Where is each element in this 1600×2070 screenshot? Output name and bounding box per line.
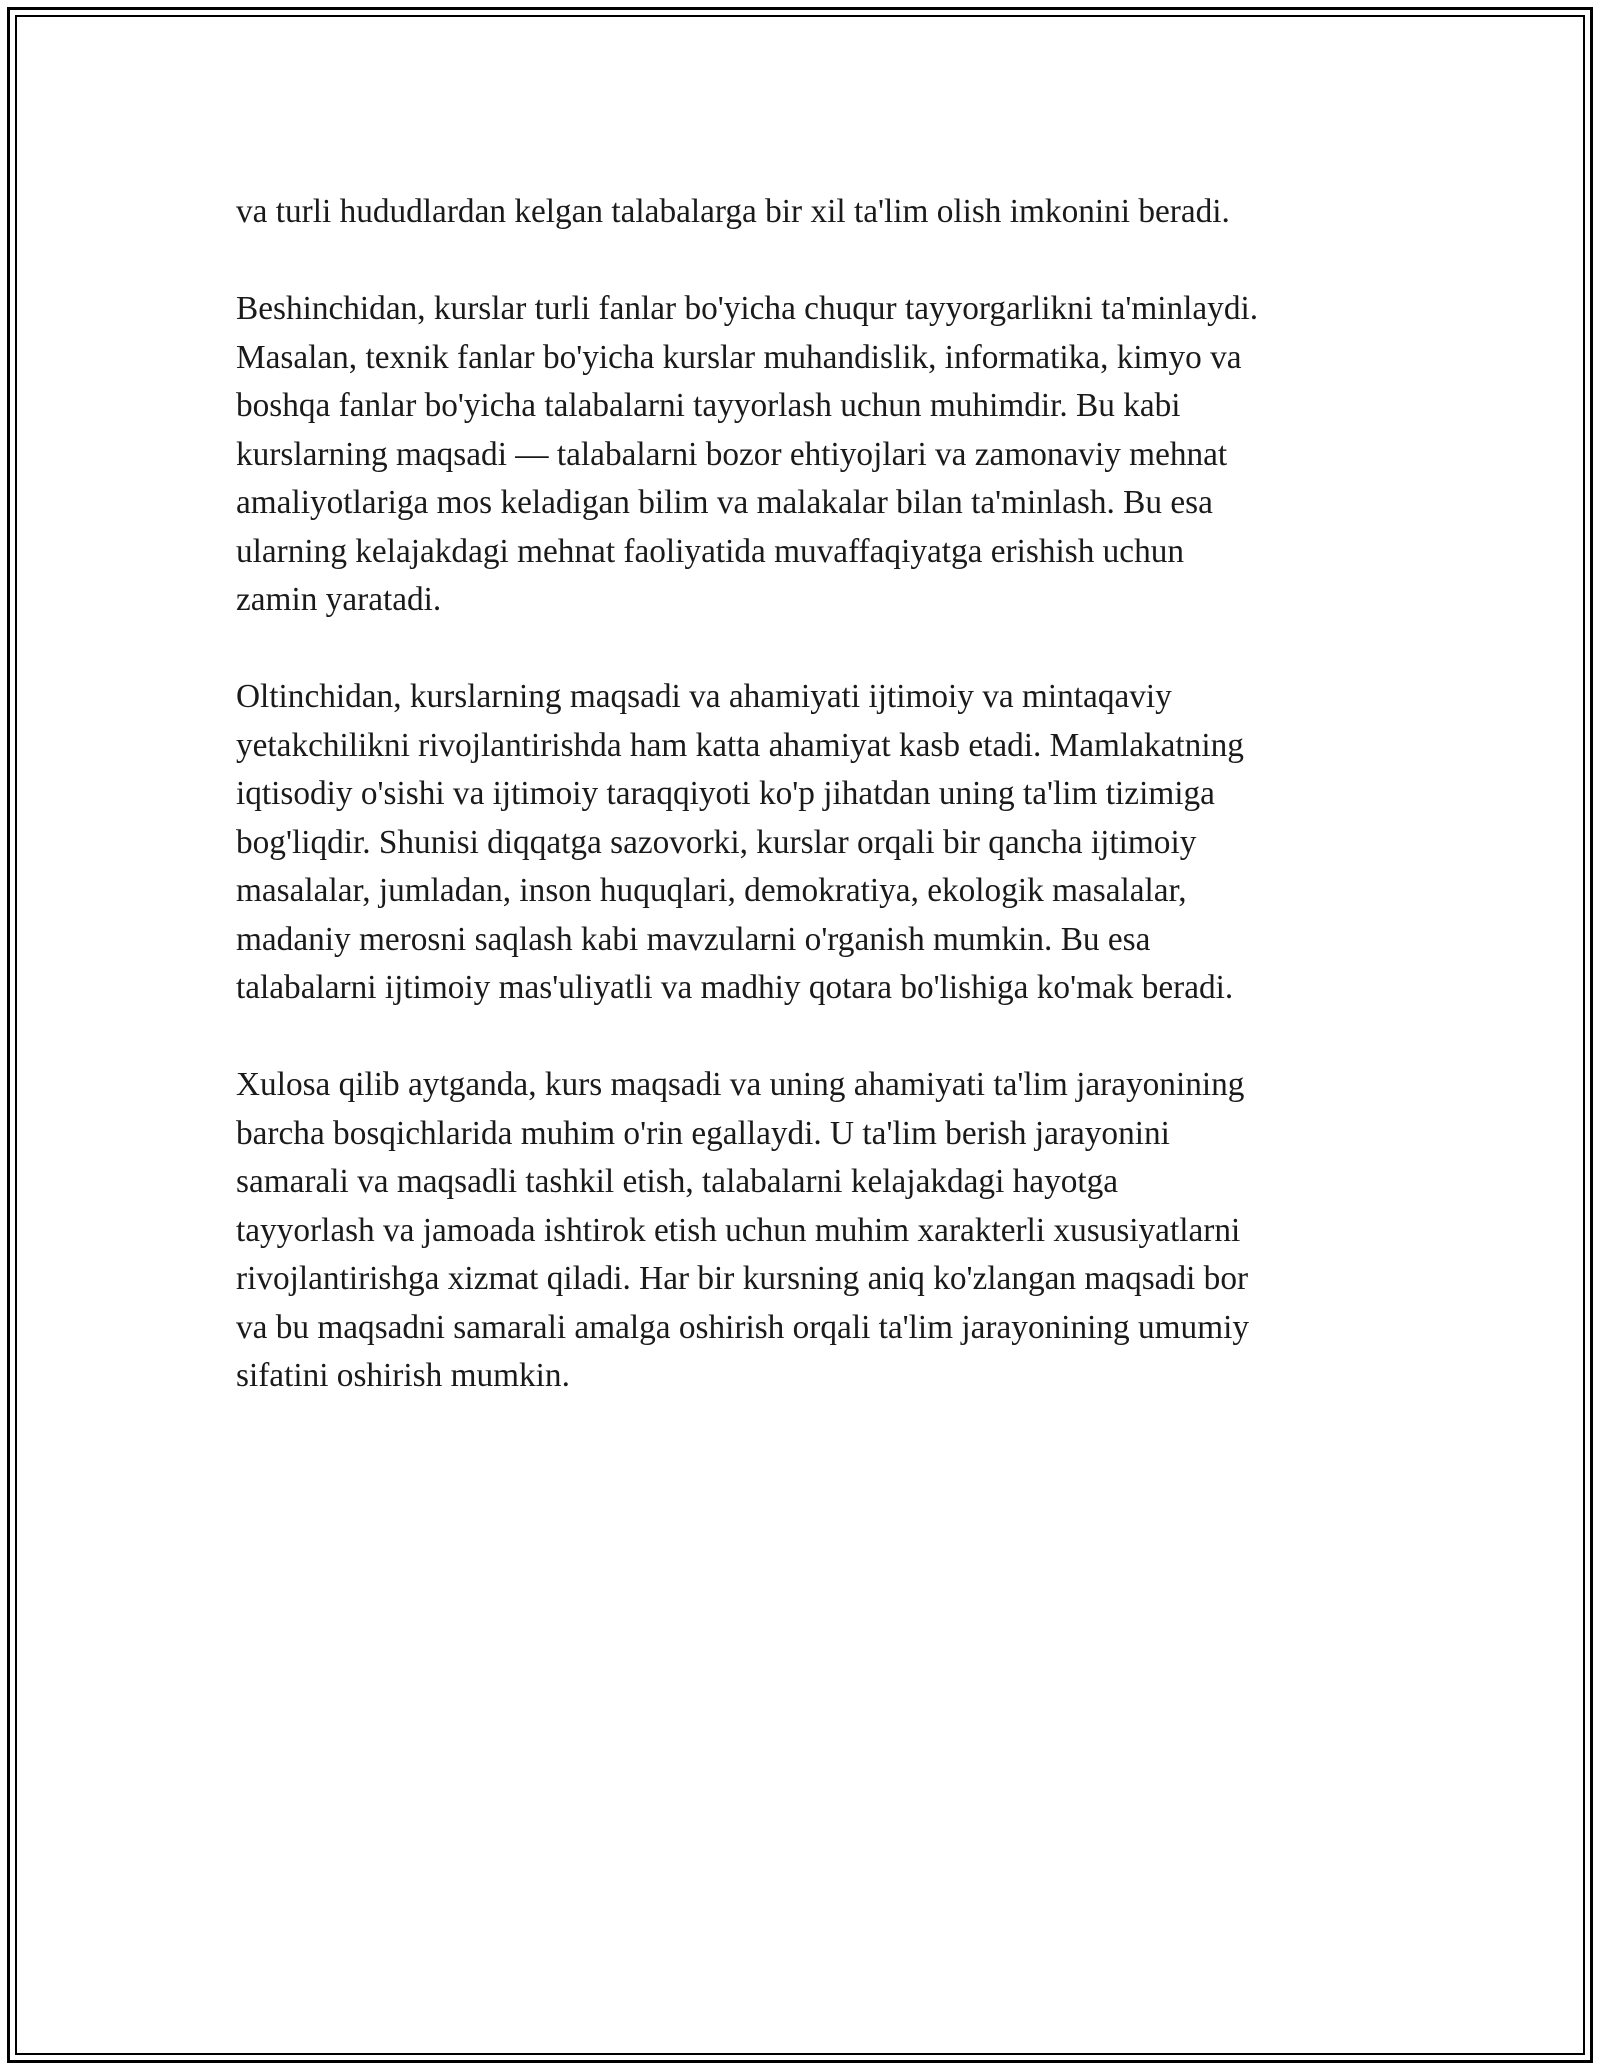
text-line: sifatini oshirish mumkin. — [236, 1357, 570, 1394]
text-line: talabalarni ijtimoiy mas'uliyatli va madhiy qotara bo'lishiga ko'mak beradi. — [236, 969, 1234, 1006]
text-line: yetakchilikni rivojlantirishda ham katta ahamiyat kasb etadi. Mamlakatning — [236, 726, 1244, 764]
text-line: ularning kelajakdagi mehnat faoliyatida muvaffaqiyatga erishish uchun — [236, 532, 1185, 570]
text-line: va turli hududlardan kelgan talabalarga bir xil ta'lim olish imkonini beradi. — [236, 193, 1230, 230]
text-line: samarali va maqsadli tashkil etish, talabalarni kelajakdagi hayotga — [236, 1163, 1119, 1200]
text-line: Xulosa qilib aytganda, kurs maqsadi va uning ahamiyati ta'lim jarayonining — [236, 1066, 1245, 1103]
paragraph-oltinchidan — [236, 673, 1366, 1013]
text-line: amaliyotlariga mos keladigan bilim va malakalar bilan ta'minlash. Bu esa — [236, 484, 1213, 521]
text-line: kurslarning maqsadi — talabalarni bozor ehtiyojlari va zamonaviy mehnat — [236, 435, 1228, 473]
text-line: madaniy merosni saqlash kabi mavzularni o'rganish mumkin. Bu esa — [236, 920, 1151, 958]
text-line: masalalar, jumladan, inson huquqlari, demokratiya, ekologik masalalar, — [236, 872, 1187, 909]
text-line: iqtisodiy o'sishi va ijtimoiy taraqqiyoti ko'p jihatdan uning ta'lim tizimiga — [236, 775, 1215, 812]
text-line: Beshinchidan, kurslar turli fanlar bo'yicha chuqur tayyorgarlikni ta'minlaydi. — [236, 290, 1259, 327]
document-body — [236, 188, 1366, 1449]
text-line: barcha bosqichlarida muhim o'rin egallaydi. U ta'lim berish jarayonini — [236, 1114, 1170, 1152]
paragraph-continuation — [236, 188, 1366, 237]
text-line: rivojlantirishga xizmat qiladi. Har bir kursning aniq ko'zlangan maqsadi bor — [236, 1260, 1249, 1297]
text-line: boshqa fanlar bo'yicha talabalarni tayyorlash uchun muhimdir. Bu kabi — [236, 387, 1181, 424]
text-line: zamin yaratadi. — [236, 581, 442, 618]
paragraph-xulosa — [236, 1061, 1366, 1401]
text-line: Masalan, texnik fanlar bo'yicha kurslar muhandislik, informatika, kimyo va — [236, 338, 1242, 376]
text-line: tayyorlash va jamoada ishtirok etish uchun muhim xarakterli xususiyatlarni — [236, 1211, 1241, 1249]
text-line: va bu maqsadni samarali amalga oshirish orqali ta'lim jarayonining umumiy — [236, 1308, 1250, 1346]
text-line: Oltinchidan, kurslarning maqsadi va ahamiyati ijtimoiy va mintaqaviy — [236, 678, 1172, 715]
text-line: bog'liqdir. Shunisi diqqatga sazovorki, kurslar orqali bir qancha ijtimoiy — [236, 823, 1197, 861]
paragraph-beshinchidan — [236, 285, 1366, 625]
